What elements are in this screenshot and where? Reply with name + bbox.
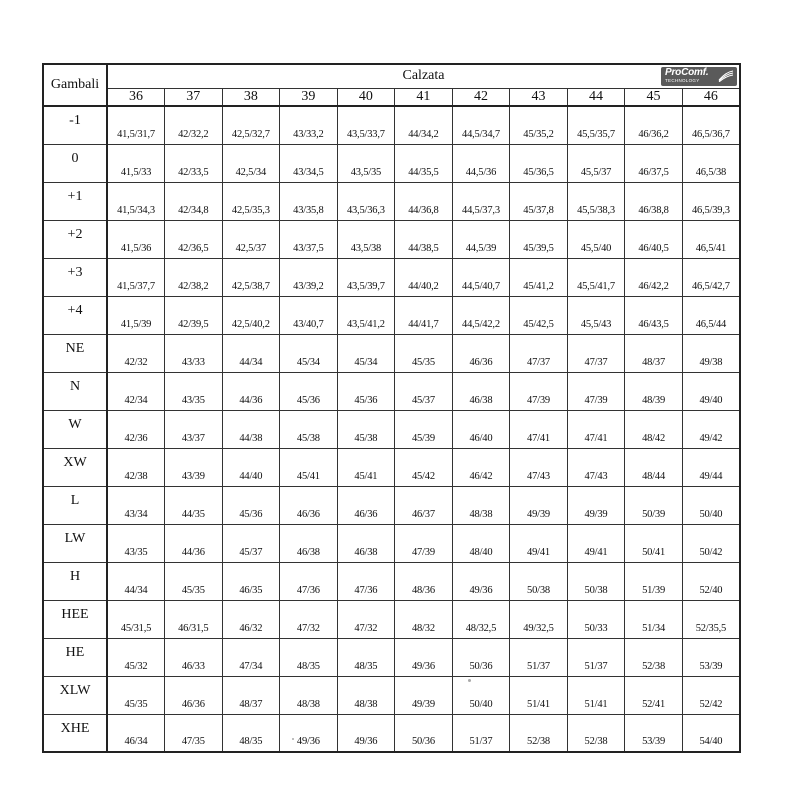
table-cell: 44/40,2 — [395, 258, 453, 296]
table-cell: 45/36,5 — [510, 144, 568, 182]
table-cell: 41,5/33 — [107, 144, 165, 182]
table-cell: 47/39 — [567, 372, 625, 410]
table-cell: 48/35 — [222, 714, 280, 752]
table-cell: 46/38 — [337, 524, 395, 562]
table-cell: 45/37 — [222, 524, 280, 562]
table-cell: 51/39 — [625, 562, 683, 600]
table-cell: 47/37 — [510, 334, 568, 372]
table-cell: 50/40 — [452, 676, 510, 714]
scan-speck — [468, 679, 471, 682]
table-row — [43, 106, 740, 144]
table-cell: 43,5/36,3 — [337, 182, 395, 220]
table-cell: 43,5/39,7 — [337, 258, 395, 296]
table-cell: 44,5/40,7 — [452, 258, 510, 296]
table-cell: 50/39 — [625, 486, 683, 524]
table-cell: 45/38 — [280, 410, 338, 448]
table-row — [43, 638, 740, 676]
corner-label: Gambali — [43, 64, 107, 106]
table-cell: 45/34 — [280, 334, 338, 372]
table-cell: 47/34 — [222, 638, 280, 676]
table-cell: 47/37 — [567, 334, 625, 372]
size-header: 36 — [107, 88, 165, 106]
table-cell: 45/31,5 — [107, 600, 165, 638]
table-cell: 42,5/35,3 — [222, 182, 280, 220]
row-label: XLW — [43, 676, 107, 714]
table-cell: 44/34 — [107, 562, 165, 600]
table-cell: 48/38 — [280, 676, 338, 714]
table-cell: 43/35 — [107, 524, 165, 562]
table-cell: 42/38 — [107, 448, 165, 486]
size-header: 41 — [395, 88, 453, 106]
table-cell: 47/43 — [567, 448, 625, 486]
table-cell: 44/34,2 — [395, 106, 453, 144]
size-header: 39 — [280, 88, 338, 106]
group-label: Calzata — [402, 68, 445, 84]
table-cell: 41,5/39 — [107, 296, 165, 334]
table-cell: 48/42 — [625, 410, 683, 448]
table-cell: 49/36 — [395, 638, 453, 676]
size-header: 45 — [625, 88, 683, 106]
table-cell: 45/36 — [337, 372, 395, 410]
table-cell: 44/38,5 — [395, 220, 453, 258]
table-cell: 42,5/34 — [222, 144, 280, 182]
table-cell: 46,5/42,7 — [682, 258, 740, 296]
table-cell: 42,5/40,2 — [222, 296, 280, 334]
table-cell: 46/37 — [395, 486, 453, 524]
table-cell: 42/32 — [107, 334, 165, 372]
size-header: 42 — [452, 88, 510, 106]
table-cell: 51/34 — [625, 600, 683, 638]
table-cell: 49/44 — [682, 448, 740, 486]
table-cell: 50/36 — [395, 714, 453, 752]
table-cell: 46/42 — [452, 448, 510, 486]
table-cell: 48/35 — [280, 638, 338, 676]
table-cell: 42/36 — [107, 410, 165, 448]
size-header: 40 — [337, 88, 395, 106]
table-cell: 48/35 — [337, 638, 395, 676]
table-cell: 47/35 — [165, 714, 223, 752]
table-cell: 47/32 — [337, 600, 395, 638]
table-cell: 48/38 — [452, 486, 510, 524]
table-cell: 44,5/39 — [452, 220, 510, 258]
table-cell: 49/36 — [280, 714, 338, 752]
table-row — [43, 258, 740, 296]
size-header: 46 — [682, 88, 740, 106]
table-cell: 46/32 — [222, 600, 280, 638]
table-cell: 44,5/36 — [452, 144, 510, 182]
table-cell: 41,5/37,7 — [107, 258, 165, 296]
table-cell: 49/40 — [682, 372, 740, 410]
table-cell: 49/41 — [510, 524, 568, 562]
table-cell: 45/34 — [337, 334, 395, 372]
table-cell: 45/36 — [280, 372, 338, 410]
table-cell: 41,5/34,3 — [107, 182, 165, 220]
table-row — [43, 600, 740, 638]
table-cell: 44,5/37,3 — [452, 182, 510, 220]
table-row — [43, 334, 740, 372]
table-cell: 42/36,5 — [165, 220, 223, 258]
table-cell: 42/34 — [107, 372, 165, 410]
table-cell: 47/39 — [395, 524, 453, 562]
row-label: +4 — [43, 296, 107, 334]
table-cell: 46/36 — [280, 486, 338, 524]
table-cell: 52/42 — [682, 676, 740, 714]
scan-speck — [292, 738, 294, 740]
table-cell: 50/42 — [682, 524, 740, 562]
table-cell: 48/39 — [625, 372, 683, 410]
table-cell: 45/37 — [395, 372, 453, 410]
table-cell: 41,5/36 — [107, 220, 165, 258]
table-cell: 52/40 — [682, 562, 740, 600]
table-cell: 43/34,5 — [280, 144, 338, 182]
table-cell: 45/37,8 — [510, 182, 568, 220]
table-cell: 46/37,5 — [625, 144, 683, 182]
logo-tagline: TECHNOLOGY — [665, 78, 700, 83]
table-row — [43, 372, 740, 410]
table-cell: 47/32 — [280, 600, 338, 638]
table-cell: 53/39 — [625, 714, 683, 752]
table-cell: 49/36 — [337, 714, 395, 752]
table-cell: 42,5/38,7 — [222, 258, 280, 296]
table-cell: 46,5/41 — [682, 220, 740, 258]
table-cell: 43,5/41,2 — [337, 296, 395, 334]
table-cell: 46/31,5 — [165, 600, 223, 638]
row-label: N — [43, 372, 107, 410]
table-cell: 43/37 — [165, 410, 223, 448]
table-cell: 48/32,5 — [452, 600, 510, 638]
table-cell: 46/35 — [222, 562, 280, 600]
row-label: 0 — [43, 144, 107, 182]
table-cell: 42,5/32,7 — [222, 106, 280, 144]
table-cell: 46/38,8 — [625, 182, 683, 220]
table-cell: 46/36,2 — [625, 106, 683, 144]
table-cell: 42/33,5 — [165, 144, 223, 182]
size-header: 37 — [165, 88, 223, 106]
table-cell: 45/38 — [337, 410, 395, 448]
table-row — [43, 562, 740, 600]
table-cell: 46/33 — [165, 638, 223, 676]
table-cell: 52/38 — [510, 714, 568, 752]
table-cell: 46/36 — [452, 334, 510, 372]
table-cell: 47/36 — [280, 562, 338, 600]
row-label: LW — [43, 524, 107, 562]
table-row — [43, 486, 740, 524]
table-cell: 49/39 — [395, 676, 453, 714]
table-row — [43, 448, 740, 486]
table-cell: 47/39 — [510, 372, 568, 410]
table-cell: 42/38,2 — [165, 258, 223, 296]
table-cell: 42/34,8 — [165, 182, 223, 220]
table-cell: 43/35 — [165, 372, 223, 410]
table-cell: 43,5/33,7 — [337, 106, 395, 144]
table-cell: 44/36 — [165, 524, 223, 562]
table-cell: 42/32,2 — [165, 106, 223, 144]
table-cell: 51/41 — [567, 676, 625, 714]
table-row — [43, 220, 740, 258]
row-label: W — [43, 410, 107, 448]
row-label: HE — [43, 638, 107, 676]
table-cell: 49/36 — [452, 562, 510, 600]
table-cell: 45/35 — [165, 562, 223, 600]
table-cell: 44/38 — [222, 410, 280, 448]
table-cell: 47/36 — [337, 562, 395, 600]
table-cell: 45/32 — [107, 638, 165, 676]
table-cell: 45,5/37 — [567, 144, 625, 182]
table-cell: 44,5/34,7 — [452, 106, 510, 144]
table-cell: 45/35 — [395, 334, 453, 372]
table-cell: 53/39 — [682, 638, 740, 676]
table-cell: 50/40 — [682, 486, 740, 524]
table-cell: 43,5/35 — [337, 144, 395, 182]
table-cell: 50/41 — [625, 524, 683, 562]
table-cell: 45/42,5 — [510, 296, 568, 334]
row-label: H — [43, 562, 107, 600]
table-cell: 47/41 — [510, 410, 568, 448]
table-row — [43, 714, 740, 752]
table-cell: 48/37 — [625, 334, 683, 372]
table-cell: 46/36 — [337, 486, 395, 524]
row-label: -1 — [43, 106, 107, 144]
table-cell: 41,5/31,7 — [107, 106, 165, 144]
table-cell: 54/40 — [682, 714, 740, 752]
table-cell: 45,5/35,7 — [567, 106, 625, 144]
size-chart-table — [42, 63, 741, 753]
table-cell: 43/33 — [165, 334, 223, 372]
row-label: +1 — [43, 182, 107, 220]
table-cell: 46,5/44 — [682, 296, 740, 334]
table-cell: 49/39 — [567, 486, 625, 524]
table-cell: 49/42 — [682, 410, 740, 448]
table-cell: 43/34 — [107, 486, 165, 524]
row-label: XHE — [43, 714, 107, 752]
table-cell: 42/39,5 — [165, 296, 223, 334]
table-cell: 46/38 — [280, 524, 338, 562]
group-header — [107, 64, 740, 88]
table-cell: 46/42,2 — [625, 258, 683, 296]
table-cell: 51/37 — [510, 638, 568, 676]
table-cell: 46/34 — [107, 714, 165, 752]
table-cell: 45,5/43 — [567, 296, 625, 334]
table-cell: 45/41 — [337, 448, 395, 486]
table-cell: 52/41 — [625, 676, 683, 714]
table-cell: 46,5/39,3 — [682, 182, 740, 220]
table-cell: 49/38 — [682, 334, 740, 372]
table-cell: 46/38 — [452, 372, 510, 410]
table-cell: 44/36 — [222, 372, 280, 410]
table-row — [43, 524, 740, 562]
table-cell: 51/41 — [510, 676, 568, 714]
table-cell: 45,5/41,7 — [567, 258, 625, 296]
table-cell: 50/36 — [452, 638, 510, 676]
table-cell: 48/44 — [625, 448, 683, 486]
table-cell: 47/43 — [510, 448, 568, 486]
table-row — [43, 182, 740, 220]
table-cell: 44/35 — [165, 486, 223, 524]
size-header: 43 — [510, 88, 568, 106]
row-label: +2 — [43, 220, 107, 258]
table-cell: 47/41 — [567, 410, 625, 448]
table-cell: 45,5/40 — [567, 220, 625, 258]
table-cell: 44/34 — [222, 334, 280, 372]
row-label: HEE — [43, 600, 107, 638]
table-cell: 46,5/36,7 — [682, 106, 740, 144]
size-row — [43, 88, 740, 106]
row-label: +3 — [43, 258, 107, 296]
table-row — [43, 144, 740, 182]
table-cell: 52/38 — [625, 638, 683, 676]
swoosh-icon — [718, 70, 734, 82]
procomf-logo — [661, 67, 737, 86]
table-row — [43, 676, 740, 714]
table-cell: 48/37 — [222, 676, 280, 714]
table-cell: 46/36 — [165, 676, 223, 714]
table-cell: 43/39 — [165, 448, 223, 486]
table-cell: 43/40,7 — [280, 296, 338, 334]
table-row — [43, 410, 740, 448]
header-row — [43, 64, 740, 88]
table-cell: 52/38 — [567, 714, 625, 752]
table-cell: 44,5/42,2 — [452, 296, 510, 334]
table-cell: 43/39,2 — [280, 258, 338, 296]
table-cell: 45/39 — [395, 410, 453, 448]
row-label: L — [43, 486, 107, 524]
table-cell: 46,5/38 — [682, 144, 740, 182]
table-cell: 42,5/37 — [222, 220, 280, 258]
row-label: NE — [43, 334, 107, 372]
table-cell: 51/37 — [567, 638, 625, 676]
table-cell: 49/41 — [567, 524, 625, 562]
table-cell: 48/38 — [337, 676, 395, 714]
table-cell: 48/32 — [395, 600, 453, 638]
size-header: 38 — [222, 88, 280, 106]
table-cell: 44/40 — [222, 448, 280, 486]
table-cell: 43,5/38 — [337, 220, 395, 258]
table-cell: 43/37,5 — [280, 220, 338, 258]
table-cell: 48/40 — [452, 524, 510, 562]
table-cell: 44/36,8 — [395, 182, 453, 220]
table-cell: 43/35,8 — [280, 182, 338, 220]
table-cell: 45/35,2 — [510, 106, 568, 144]
table-cell: 50/33 — [567, 600, 625, 638]
table-cell: 51/37 — [452, 714, 510, 752]
table-cell: 46/40 — [452, 410, 510, 448]
table-cell: 52/35,5 — [682, 600, 740, 638]
size-header: 44 — [567, 88, 625, 106]
logo-brand: ProComf. — [665, 67, 709, 78]
table-cell: 50/38 — [567, 562, 625, 600]
table-cell: 46/43,5 — [625, 296, 683, 334]
table-cell: 46/40,5 — [625, 220, 683, 258]
table-cell: 45/36 — [222, 486, 280, 524]
table-cell: 43/33,2 — [280, 106, 338, 144]
table-cell: 45/35 — [107, 676, 165, 714]
table-row — [43, 296, 740, 334]
table-cell: 44/41,7 — [395, 296, 453, 334]
row-label: XW — [43, 448, 107, 486]
table-cell: 45/41,2 — [510, 258, 568, 296]
table-cell: 45/39,5 — [510, 220, 568, 258]
table-cell: 45/42 — [395, 448, 453, 486]
table-cell: 50/38 — [510, 562, 568, 600]
table-cell: 49/39 — [510, 486, 568, 524]
table-cell: 48/36 — [395, 562, 453, 600]
table-cell: 45,5/38,3 — [567, 182, 625, 220]
table-cell: 45/41 — [280, 448, 338, 486]
table-cell: 44/35,5 — [395, 144, 453, 182]
table-cell: 49/32,5 — [510, 600, 568, 638]
